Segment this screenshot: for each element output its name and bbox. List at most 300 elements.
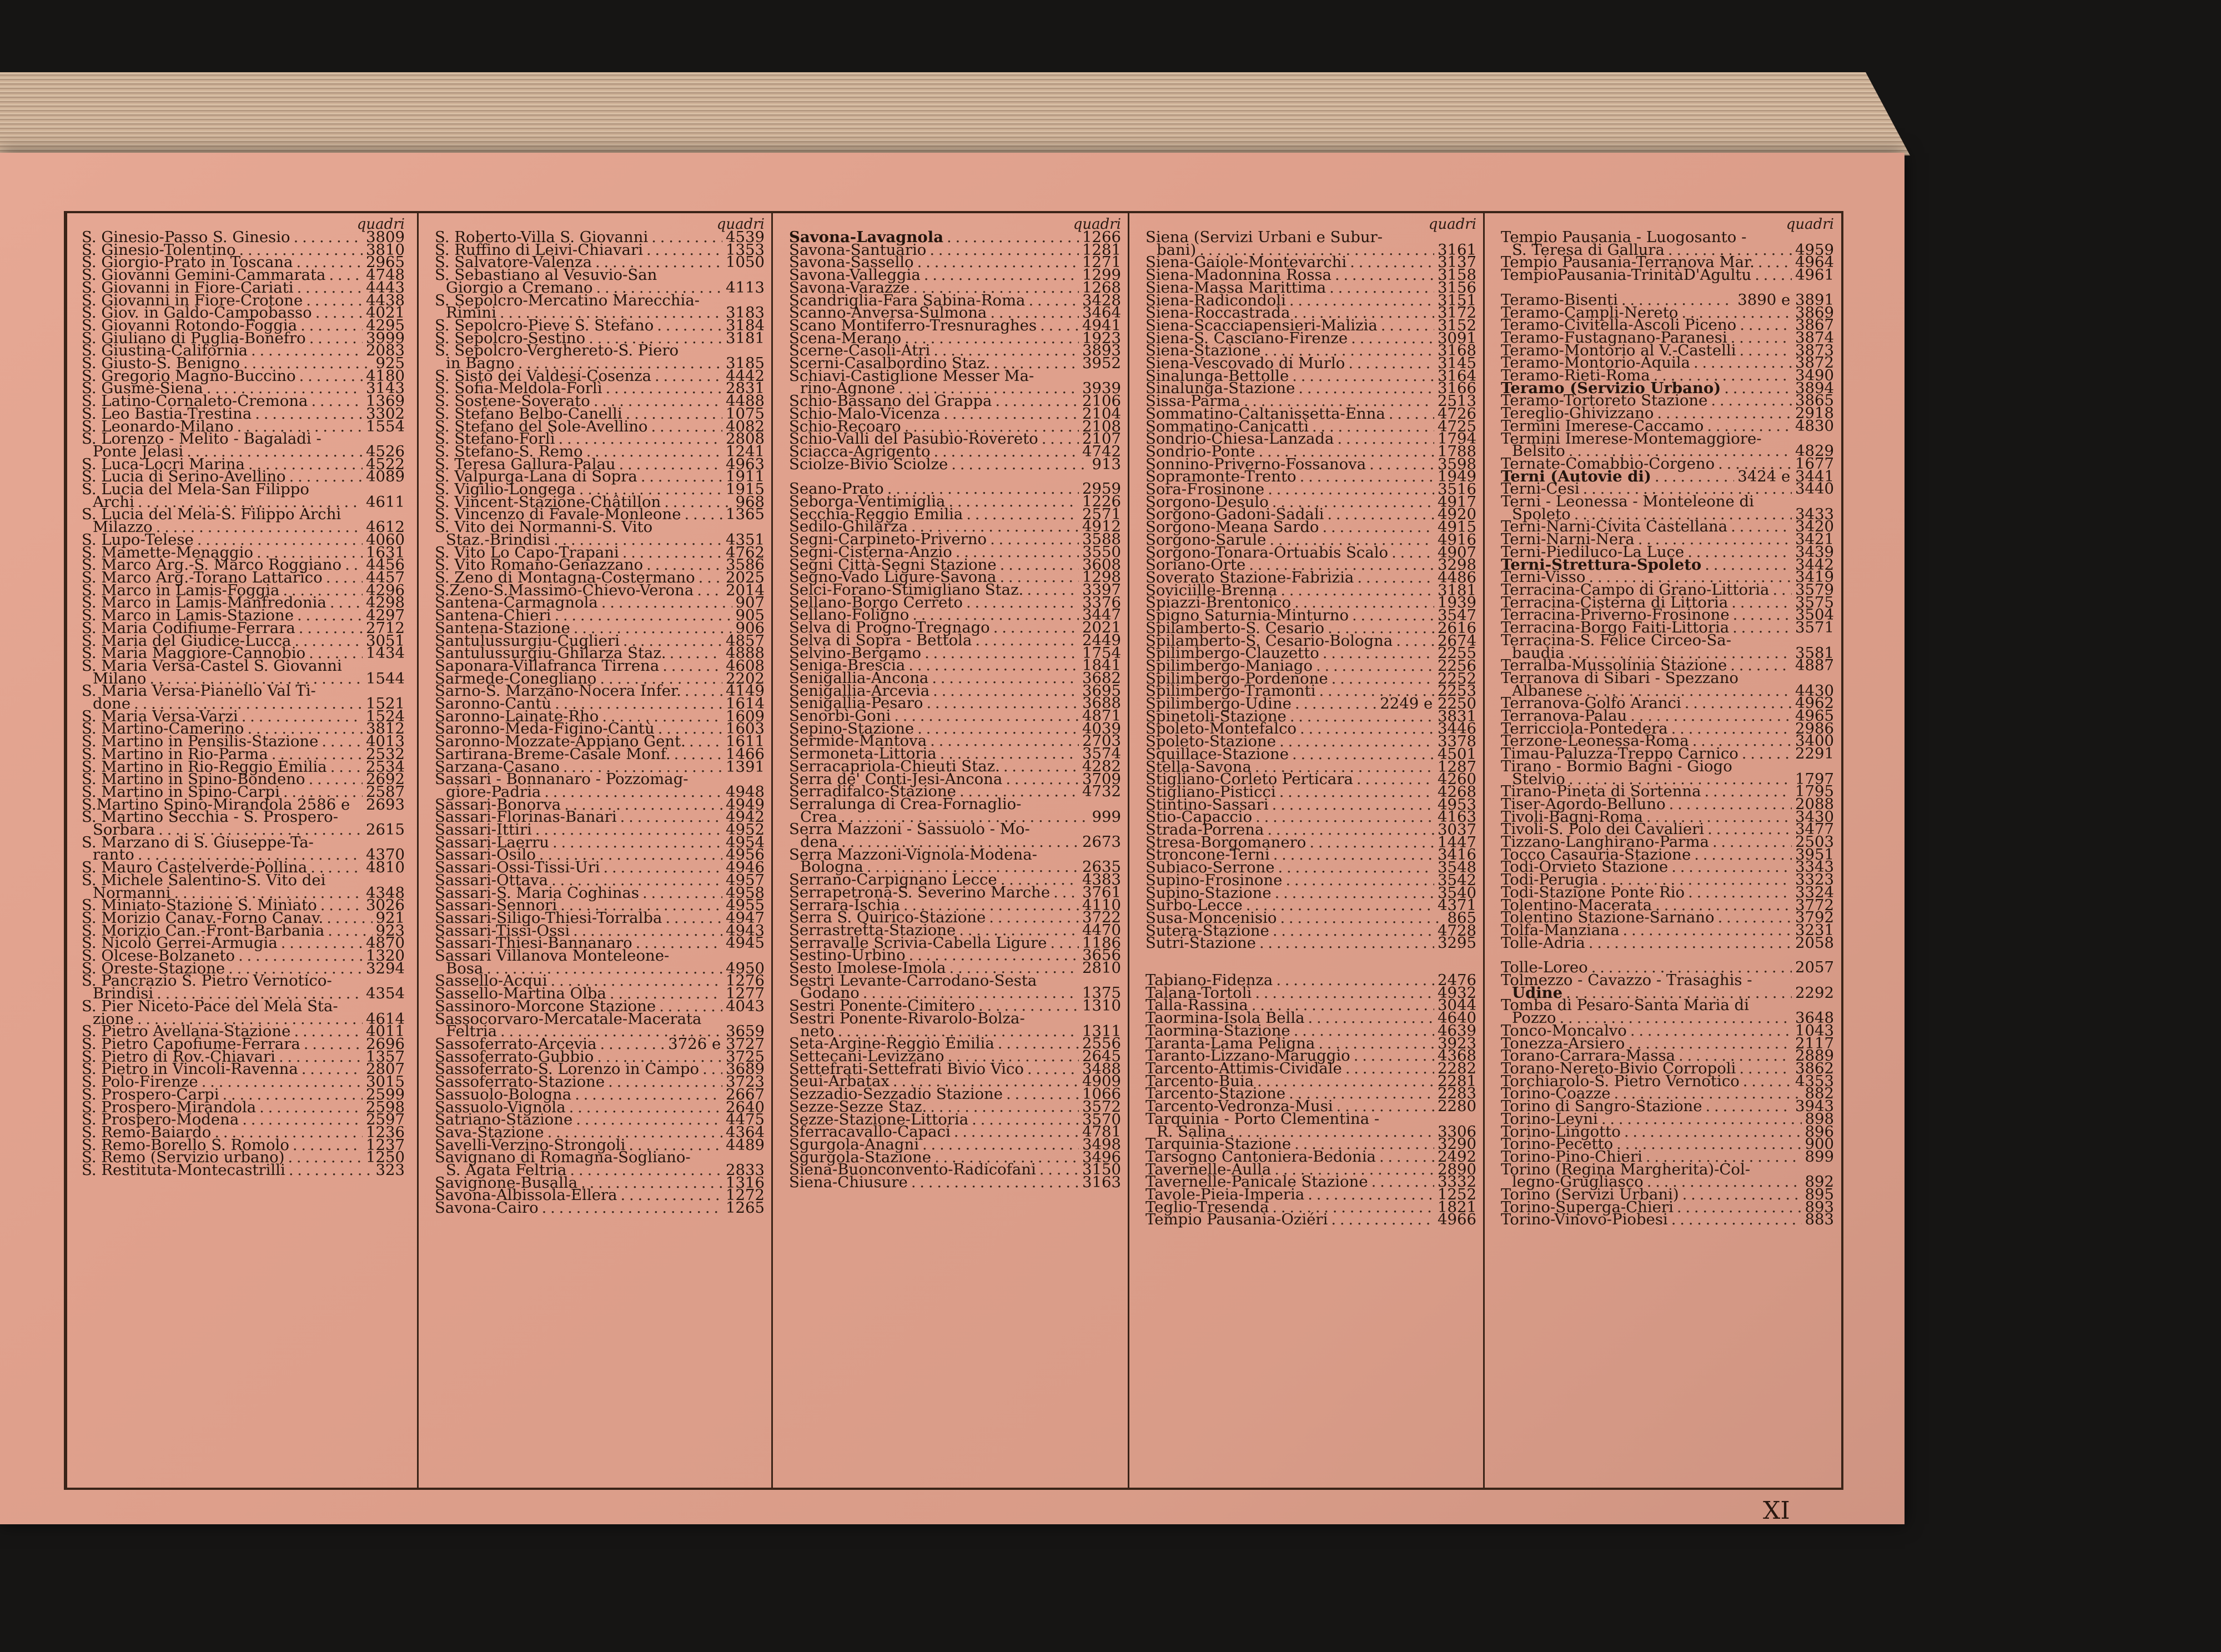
entry-quadri-number: 907 (735, 594, 765, 612)
dot-leader (242, 1113, 363, 1126)
entry-quadri-number: 3894 (1795, 379, 1834, 397)
entry-name: S. Pietro in Vincoli-Ravenna (82, 1060, 298, 1078)
entry-name: Tempio Pausania-Oziéri (1145, 1211, 1328, 1229)
entry-quadri-number: 1391 (726, 757, 765, 776)
entry-name: Teramo-Fustagnano-Paranesi (1501, 328, 1727, 347)
entry-quadri-number: 3376 (1082, 593, 1121, 611)
dot-leader (1671, 1213, 1802, 1226)
entry-name: dena (800, 833, 838, 851)
entry-quadri-number: 323 (375, 1161, 405, 1179)
dot-leader (966, 508, 1079, 521)
dot-leader (1688, 886, 1792, 899)
entry-quadri-number: 3581 (1795, 644, 1834, 662)
entry-name: Sermide-Mantova (789, 732, 927, 750)
entry-name: TempioPausania-TrinitàD'Agultu (1501, 266, 1752, 284)
entry-name: Tizzano-Langhirano-Parma (1501, 833, 1709, 851)
entry-quadri-number: 4110 (1082, 896, 1121, 914)
entry-name: S. Olcese-Bolzaneto (82, 947, 235, 965)
entry-quadri-number: 3163 (1082, 1173, 1121, 1192)
entry-quadri-number: 899 (1805, 1147, 1834, 1166)
entry-quadri-number: 3869 (1795, 303, 1834, 322)
entry-quadri-number: 3872 (1795, 354, 1834, 372)
entry-quadri-number: 1299 (1082, 266, 1121, 284)
entry-name: Terracina-Campo di Grano-Littoria (1501, 580, 1770, 599)
dot-leader (657, 319, 722, 332)
entry-quadri-number: 3420 (1795, 518, 1834, 536)
entry-name: Tirano - Bormio Bagni - Giogo (1501, 757, 1732, 775)
entry-quadri-number: 4443 (366, 278, 405, 297)
entry-quadri-number: 3185 (726, 354, 765, 373)
entry-name: Senorbì-Goni (789, 707, 891, 725)
entry-quadri-number: 2014 (726, 581, 765, 599)
entry-name: Siena-Massa Marittima (1145, 278, 1326, 297)
entry-name: Sassari-Siligo-Thiesi-Torralba (435, 908, 662, 927)
entry-name: Sorgono-Sarule (1145, 530, 1267, 549)
entry-quadri-number: 1614 (726, 695, 765, 713)
entry-quadri-number: 4857 (726, 631, 765, 650)
entry-quadri-number: 4916 (1438, 530, 1476, 549)
entry-quadri-number: 4941 (1082, 316, 1121, 334)
entry-name: Talla-Rassina (1145, 996, 1248, 1015)
entry-quadri-number: 4887 (1795, 656, 1834, 675)
dot-leader (1322, 521, 1434, 534)
entry-name: Terni-Piediluco-La Luce (1501, 543, 1685, 561)
entry-name: Scandriglia-Fara Sabina-Roma (789, 291, 1026, 309)
entry-name: S. Martino in Pensilis-Stazione (82, 732, 319, 751)
dot-leader (933, 685, 1079, 697)
entry-name: Torino di Sangro-Stazione (1501, 1097, 1702, 1116)
entry-name: Terracina-S. Felice Circeo-Sa- (1501, 631, 1731, 649)
entry-name: Sassuolo-Vignola (435, 1098, 566, 1116)
entry-quadri-number: 2640 (726, 1098, 765, 1116)
dot-leader (330, 761, 363, 774)
entry-quadri-number: 3695 (1082, 681, 1121, 700)
entry-name: Sestri Ponente-Cimitero (789, 997, 975, 1015)
entry-name: Secchia-Reggio Emilia (789, 505, 963, 523)
entry-name: Torchiarolo-S. Pietro Vernotico (1501, 1072, 1740, 1090)
entry-quadri-number: 1236 (366, 1123, 405, 1141)
entry-name: Schio-Bassano del Grappa (789, 392, 992, 410)
entry-name: S. Mauro Castelverde-Pollina (82, 858, 308, 877)
entry-quadri-number: 882 (1805, 1084, 1834, 1103)
entry-name: S. Lucia di Serino-Avellino (82, 468, 286, 486)
dot-leader (1039, 1163, 1079, 1176)
entry-name: Tarcento-Stazione (1145, 1084, 1286, 1103)
entry-name: Terni-Strettura-Spoleto (1501, 555, 1702, 574)
entry-name: Siena-Stazione (1145, 342, 1261, 360)
entry-name: S. Prospero-Carpi (82, 1085, 219, 1103)
entry-name: Siena-Buonconvento-Radicofani (789, 1161, 1036, 1179)
entry-name: Soverato Stazione-Fabrizia (1145, 568, 1354, 586)
dot-leader (620, 811, 722, 824)
dot-leader (299, 622, 363, 635)
entry-name: Sorgono-Meana Sardo (1145, 518, 1319, 536)
dot-leader (1273, 848, 1434, 861)
entry-name: Savona-Lavagnola (789, 228, 944, 246)
entry-quadri-number: 3424 e 3441 (1737, 467, 1834, 485)
entry-quadri-number: 4501 (1438, 745, 1476, 763)
entry-name: Spiazzi-Brentonico (1145, 594, 1292, 612)
entry-name: Santena-Chieri (435, 606, 551, 625)
entry-name: Sondrio-Chiesa-Lanzada (1145, 430, 1334, 448)
entry-quadri-number: 4726 (1438, 404, 1476, 423)
index-entry (775, 1173, 1127, 1192)
entry-name: Siena-Gaiole-Montevarchi (1145, 253, 1347, 272)
entry-name: Terni-Narni-Nera (1501, 530, 1635, 549)
entry-quadri-number: 1265 (726, 1199, 765, 1217)
dot-leader (1739, 1062, 1792, 1075)
dot-leader (1285, 874, 1434, 887)
entry-name: Spilimbergo-Tramonti (1145, 682, 1316, 700)
entry-quadri-number: 2202 (726, 669, 765, 687)
entry-quadri-number: 4296 (366, 581, 405, 599)
entry-quadri-number: 865 (1447, 908, 1476, 927)
entry-quadri-number: 2616 (1438, 619, 1476, 637)
dot-leader (1309, 836, 1434, 849)
dot-leader (1308, 1188, 1434, 1201)
entry-quadri-number: 2534 (366, 757, 405, 776)
entry-quadri-number: 1266 (1082, 228, 1121, 246)
entry-quadri-number: 3428 (1082, 291, 1121, 309)
entry-quadri-number: 3464 (1082, 304, 1121, 322)
entry-name: Siena-Vescovado di Murlo (1145, 354, 1345, 373)
dot-leader (1276, 974, 1434, 987)
entry-list (67, 228, 410, 1179)
entry-quadri-number: 2291 (1795, 745, 1834, 763)
entry-name: Sepino-Stazione (789, 719, 914, 737)
entry-quadri-number: 3343 (1795, 858, 1834, 876)
entry-quadri-number: 4830 (1795, 416, 1834, 435)
entry-name: Selva di Sopra - Bettola (789, 631, 972, 649)
entry-quadri-number: 3586 (726, 556, 765, 574)
entry-name: S. Remo-Borello S. Romolo (82, 1136, 289, 1154)
dot-leader (1711, 394, 1792, 407)
entry-name: Sassari-Tissi-Ossi (435, 921, 570, 940)
entry-name: Tiser-Agordo-Belluno (1501, 795, 1666, 813)
entry-quadri-number: 4915 (1438, 518, 1476, 536)
dot-leader (315, 307, 363, 319)
dot-leader (1371, 1176, 1434, 1188)
entry-quadri-number: 3923 (1438, 1034, 1476, 1052)
entry-quadri-number: 4888 (726, 644, 765, 662)
entry-name: Scerni-Casalbordino Staz. (789, 354, 991, 373)
entry-name: Tarquinia-Stazione (1145, 1135, 1292, 1153)
dot-leader (702, 1063, 722, 1076)
entry-name: Soviciille-Brenna (1145, 581, 1278, 599)
entry-quadri-number: 4958 (726, 883, 765, 902)
entry-name: Sassinoro-Morcone Stazione (435, 997, 656, 1015)
index-entry (1131, 934, 1482, 952)
dot-leader (1356, 773, 1434, 786)
entry-quadri-number: 3570 (1082, 1110, 1121, 1128)
dot-leader (300, 319, 363, 332)
dot-leader (1718, 911, 1792, 924)
entry-name: S. Giovanni in Fiore-Crotone (82, 291, 303, 309)
entry-quadri-number: 3161 (1438, 240, 1476, 259)
entry-name: Termini Imerese-Caccamo (1501, 416, 1704, 435)
entry-quadri-number: 4442 (726, 366, 765, 385)
dot-leader (1685, 697, 1792, 710)
entry-quadri-number: 4268 (1438, 782, 1476, 801)
entry-name: Sorgono-Gadoni-Sadali (1145, 505, 1324, 524)
dot-leader (311, 395, 363, 408)
entry-name: Savona-Varazze (789, 278, 910, 297)
entry-quadri-number: 1276 (726, 972, 765, 990)
entry-quadri-number: 3150 (1082, 1161, 1121, 1179)
entry-name: Sellano-Borgo Cerreto (789, 593, 963, 611)
entry-quadri-number: 2571 (1082, 505, 1121, 523)
entry-name: S. Sebastiano al Vesuvio-San (435, 266, 657, 284)
dot-leader (934, 445, 1079, 458)
dot-leader (242, 710, 363, 723)
entry-name: Sondrio-Ponte (1145, 442, 1255, 460)
entry-name: S. Ginesio-Tolentino (82, 240, 236, 259)
entry-quadri-number: 4948 (726, 782, 765, 801)
entry-name: S. Stefano Belbo-Canelli (435, 404, 622, 423)
dot-leader (297, 609, 363, 622)
entry-quadri-number: 4282 (1082, 757, 1121, 775)
entry-name: S. Leo Bastia-Trestina (82, 404, 252, 423)
entry-name: Siena-Scacciapensieri-Malizia (1145, 316, 1378, 334)
entry-quadri-number: 3504 (1795, 606, 1834, 624)
entry-name: Ponte Jelasi (93, 442, 184, 460)
entry-name: Sassari-Florinas-Banari (435, 808, 617, 826)
entry-name: Staz.-Brindisi (446, 530, 550, 549)
entry-name: Tocco Casauria-Stazione (1501, 845, 1691, 863)
entry-name: R. Salina (1157, 1122, 1227, 1141)
entry-name: Torino-Pino-Chieri (1501, 1147, 1642, 1166)
entry-quadri-number: 925 (375, 354, 405, 373)
entry-name: Sassoferrato-Arcevia (435, 1035, 597, 1053)
entry-quadri-number: 883 (1805, 1211, 1834, 1229)
entry-quadri-number: 2117 (1795, 1034, 1834, 1052)
column-5 (1486, 218, 1840, 1488)
dot-leader (1731, 596, 1792, 609)
entry-name: S. Prospero-Modena (82, 1111, 239, 1129)
dot-leader (1259, 937, 1434, 950)
entry-name: Tarcento-Buia (1145, 1072, 1254, 1090)
entry-quadri-number: 1949 (1438, 468, 1476, 486)
entry-quadri-number: 3145 (1438, 354, 1476, 373)
entry-name: S. Agata Feltria (446, 1161, 567, 1179)
dot-leader (1682, 1188, 1802, 1201)
entry-quadri-number: 3571 (1795, 619, 1834, 637)
dot-leader (329, 269, 363, 282)
entry-name: Sassari-Sennori (435, 896, 557, 915)
dot-leader (990, 533, 1079, 546)
entry-quadri-number: 4488 (726, 392, 765, 410)
entry-name: S. Vito dei Normanni-S. Vito (435, 518, 653, 536)
entry-quadri-number: 3306 (1438, 1122, 1476, 1141)
entry-quadri-number: 4917 (1438, 493, 1476, 511)
entry-name: S. Maria Maggiore-Cannobio (82, 644, 306, 662)
entry-name: S. Sepolcro-Mercatino Marecchia- (435, 291, 700, 309)
entry-quadri-number: 1788 (1438, 442, 1476, 460)
entry-name: Giorgio a Cremano (446, 278, 593, 297)
entry-name: S. Sepolcro-Verghereto-S. Piero (435, 342, 679, 360)
dot-leader (1042, 433, 1079, 445)
entry-name: Torino-Leyni (1501, 1109, 1598, 1128)
entry-quadri-number: 1524 (366, 707, 405, 725)
entry-name: Terzone-Leonessa-Roma (1501, 732, 1689, 750)
entry-quadri-number: 4947 (726, 908, 765, 927)
entry-name: Sassari-Ittiri (435, 821, 532, 839)
dot-leader (995, 395, 1079, 408)
dot-leader (998, 1037, 1079, 1050)
entry-quadri-number: 4430 (1795, 681, 1834, 700)
dot-leader (297, 282, 363, 294)
entry-name: Torino (Regina Margherita)-Col- (1501, 1160, 1751, 1178)
entry-name: Sorbara (93, 821, 155, 839)
entry-name: Albanese (1512, 681, 1583, 700)
entry-quadri-number: 4021 (366, 304, 405, 322)
entry-quadri-number: 3688 (1082, 694, 1121, 712)
entry-quadri-number: 921 (375, 908, 405, 927)
entry-quadri-number: 4781 (1082, 1123, 1121, 1141)
entry-quadri-number: 4870 (366, 934, 405, 952)
entry-name: S. Luca-Locri Marina (82, 455, 245, 473)
entry-quadri-number: 4946 (726, 858, 765, 877)
entry-quadri-number: 898 (1805, 1109, 1834, 1128)
entry-name: Stigliano-Corleto Perticara (1145, 770, 1353, 789)
entry-quadri-number: 3809 (366, 228, 405, 246)
entry-name: Terranova-Palau (1501, 707, 1627, 725)
entry-name: Savona-Valleggia (789, 266, 921, 284)
entry-name: Sassari-Osilo (435, 846, 536, 864)
entry-quadri-number: 1521 (366, 695, 405, 713)
entry-quadri-number: 2281 (1438, 1072, 1476, 1090)
entry-quadri-number: 4907 (1438, 543, 1476, 561)
entry-quadri-number: 4965 (1795, 707, 1834, 725)
dot-leader (259, 1101, 363, 1114)
dot-leader (1278, 861, 1434, 874)
entry-name: Scano Montiferro-Tresnuraghes (789, 316, 1037, 334)
entry-name: Todi-Stazione Ponte Rio (1501, 883, 1685, 901)
entry-name: S. Giov. in Galdo-Campobasso (82, 304, 312, 322)
entry-name: S. Martino-Camerino (82, 720, 244, 738)
entry-quadri-number: 4368 (1438, 1047, 1476, 1065)
entry-quadri-number: 3152 (1438, 316, 1476, 334)
entry-name: Teramo-Montorio al V.-Castelli (1501, 341, 1736, 359)
dot-leader (699, 571, 722, 584)
entry-name: S. Roberto-Villa S. Giovanni (435, 228, 649, 246)
dot-leader (697, 584, 722, 597)
entry-name: S. Remo (Servizio urbano) (82, 1148, 285, 1167)
dot-leader (1589, 937, 1792, 950)
entry-quadri-number: 2255 (1438, 644, 1476, 662)
entry-quadri-number: 4486 (1438, 568, 1476, 586)
dot-leader (1601, 1113, 1802, 1126)
dot-leader (989, 911, 1079, 924)
entry-name: Sonnino-Priverno-Fossanova (1145, 455, 1366, 473)
entry-name: Spilimbergo-Pordenone (1145, 669, 1328, 687)
entry-quadri-number: 2615 (366, 821, 405, 839)
entry-name: Sinalunga-Bettolle (1145, 366, 1289, 385)
entry-name: Siena-S. Casciano-Firenze (1145, 329, 1348, 347)
entry-quadri-number: 3440 (1795, 480, 1834, 498)
entry-quadri-number: 3037 (1438, 821, 1476, 839)
entry-quadri-number: 2449 (1082, 631, 1121, 649)
entry-quadri-number: 3656 (1082, 946, 1121, 965)
entry-name: Tarcento-Attimis-Cividale (1145, 1060, 1342, 1077)
dot-leader (294, 231, 363, 244)
dot-leader (1295, 697, 1376, 710)
dot-leader (947, 231, 1079, 244)
entry-name: S. Martino in Rio-Reggio Emilia (82, 757, 327, 776)
entry-quadri-number: 3091 (1438, 329, 1476, 347)
dot-leader (1050, 937, 1079, 950)
dot-leader (1300, 470, 1434, 483)
entry-quadri-number: 4963 (726, 455, 765, 473)
entry-quadri-number: 1603 (726, 720, 765, 738)
entry-name: Seui-Arbatax (789, 1072, 890, 1091)
entry-name: Feltria (446, 1022, 498, 1041)
entry-quadri-number: 4383 (1082, 871, 1121, 889)
dot-leader (544, 786, 722, 799)
entry-quadri-number: 896 (1805, 1122, 1834, 1141)
dot-leader (1669, 798, 1792, 811)
entry-quadri-number: 4470 (1082, 921, 1121, 939)
entry-quadri-number: 3490 (1795, 366, 1834, 385)
entry-name: Susa-Moncenisio (1145, 908, 1277, 927)
entry-name: Ternate-Comabbio-Corgeno (1501, 454, 1715, 473)
entry-name: Tolfa-Manziana (1501, 921, 1620, 939)
entry-name: Saronno-Lainate-Rho (435, 707, 599, 725)
entry-quadri-number: 3324 (1795, 883, 1834, 901)
entry-quadri-number: 2253 (1438, 682, 1476, 700)
entry-quadri-number: 4149 (726, 682, 765, 700)
entry-name: Sestri Ponente-Rivarolo-Bolza- (789, 1009, 1025, 1027)
entry-name: bani) (1157, 240, 1197, 259)
entry-quadri-number: 2667 (726, 1085, 765, 1103)
entry-quadri-number: 2810 (1082, 959, 1121, 977)
entry-name: Sopramonte-Trento (1145, 468, 1297, 486)
index-table (64, 211, 1843, 1490)
entry-quadri-number: 3447 (1082, 606, 1121, 624)
entry-quadri-number: 3682 (1082, 669, 1121, 687)
column-rule (417, 213, 419, 1488)
dot-leader (1705, 785, 1792, 798)
entry-name: Serracapriola-Chieuti Staz. (789, 757, 1000, 775)
entry-name: Pozzo (1512, 1009, 1556, 1027)
dot-leader (651, 231, 722, 244)
entry-name: Tolentino-Macerata (1501, 896, 1652, 914)
entry-quadri-number: 2025 (726, 568, 765, 586)
dot-leader (1273, 925, 1434, 937)
entry-name: Sassari-Ossi-Tissi-Uri (435, 858, 600, 877)
entry-quadri-number: 1794 (1438, 430, 1476, 448)
entry-quadri-number: 3137 (1438, 253, 1476, 272)
entry-quadri-number: 4456 (366, 556, 405, 574)
entry-name: S. Pietro Capofiume-Ferrara (82, 1035, 300, 1053)
entry-name: Settefrati-Settefrati Bivio Vico (789, 1060, 1024, 1078)
entry-quadri-number: 4013 (366, 732, 405, 751)
entry-name: Tavole-Pieia-Imperia (1145, 1186, 1305, 1204)
entry-name: Stio-Capaccio (1145, 808, 1253, 826)
entry-name: Terracina-Borgo Faiti-Littoria (1501, 619, 1730, 637)
entry-quadri-number: 4725 (1438, 417, 1476, 435)
dot-leader (954, 1126, 1079, 1138)
entry-quadri-number: 3166 (1438, 379, 1476, 398)
entry-name: Saronno-Cantù (435, 695, 552, 713)
entry-name: Terranova di Sibari - Spezzano (1501, 669, 1738, 687)
entry-quadri-number: 3598 (1438, 455, 1476, 473)
column-rule (1128, 213, 1129, 1488)
entry-name: Sassari-Laerru (435, 833, 550, 851)
entry-name: Serradifalco-Stazione (789, 782, 956, 801)
entry-quadri-number: 968 (735, 493, 765, 511)
entry-name: Sestri Levante-Carrodano-Sesta (789, 971, 1037, 990)
